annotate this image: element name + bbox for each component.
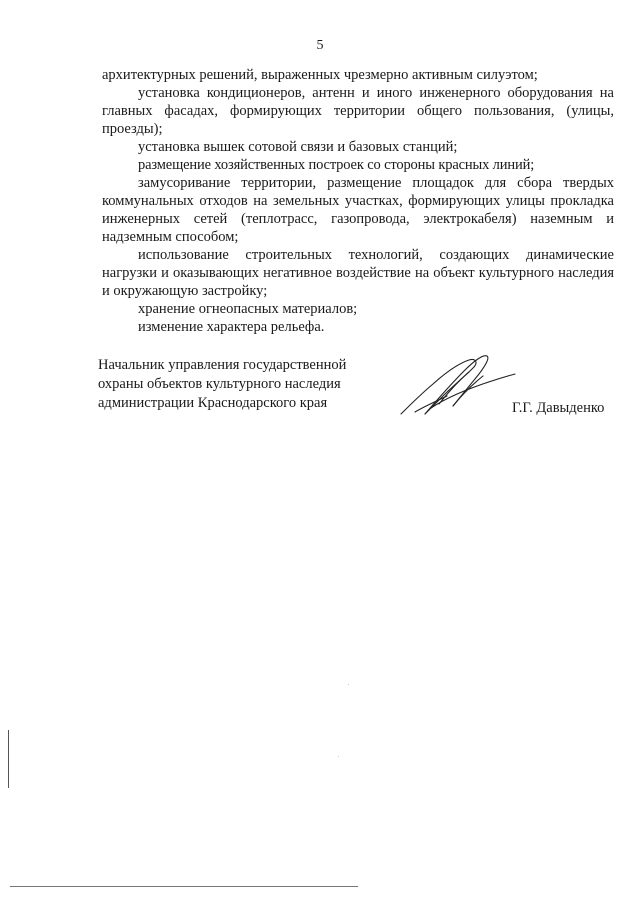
paragraph-cell-towers: установка вышек сотовой связи и базовых станций; xyxy=(138,139,458,155)
document-body xyxy=(102,66,614,336)
scan-speck xyxy=(338,756,339,757)
paragraph-air-conditioners: установка кондиционеров, антенн и иного инженерного оборудования на главных фасадах, формирующих территории общего пользования, (улицы, проезды); xyxy=(102,85,614,137)
paragraph-outbuildings: размещение хозяйственных построек со стороны красных линий; xyxy=(138,157,535,173)
paragraph-construction-technologies: использование строительных технологий, создающих динамические нагрузки и оказывающих негативное воздействие на объект культурного наследия и окружающую застройку; xyxy=(102,247,614,299)
signer-name: Г.Г. Давыденко xyxy=(512,400,605,416)
paragraph-littering: замусоривание территории, размещение площадок для сбора твердых коммунальных отходов на земельных участках, формирующих улицы прокладка инженерных сетей (теплотрасс, газопровода, электрокабеля) наземным и надземным способом; xyxy=(102,175,614,245)
signatory-line-2: охраны объектов культурного наследия xyxy=(98,376,341,392)
signatory-title xyxy=(98,356,368,413)
handwritten-signature xyxy=(395,344,520,424)
signatory-line-1: Начальник управления государственной xyxy=(98,357,347,373)
paragraph-silhouette: архитектурных решений, выраженных чрезмерно активным силуэтом; xyxy=(102,67,538,83)
scan-speck xyxy=(348,684,349,685)
paragraph-flammable-materials: хранение огнеопасных материалов; xyxy=(138,301,358,317)
bottom-rule xyxy=(10,886,358,887)
paragraph-relief-change: изменение характера рельефа. xyxy=(138,319,325,335)
scan-edge-mark xyxy=(8,730,9,788)
page-number: 5 xyxy=(316,38,324,53)
signatory-line-3: администрации Краснодарского края xyxy=(98,395,328,411)
